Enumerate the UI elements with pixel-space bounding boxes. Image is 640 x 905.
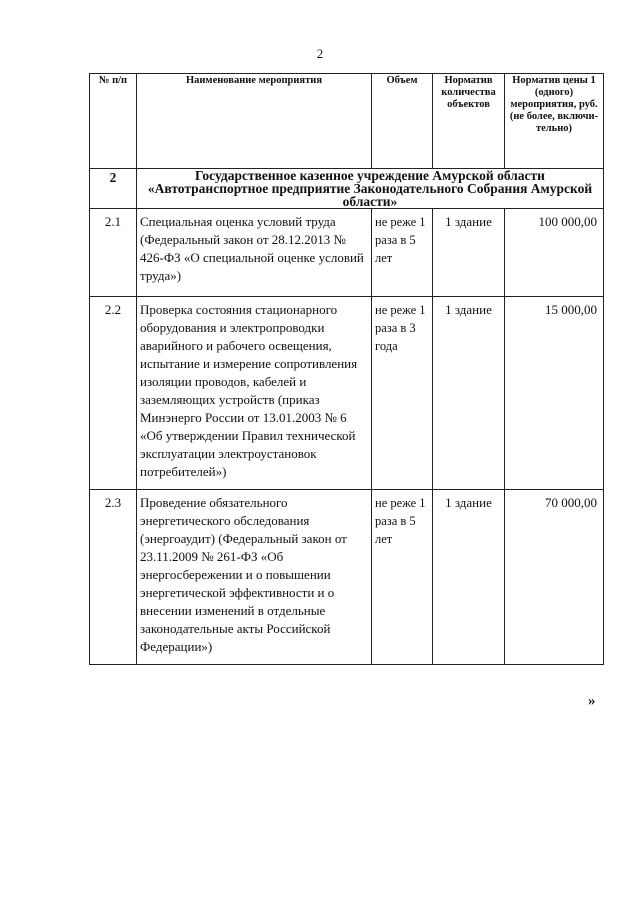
- row-name: Проведение обязательного энергетического обследования (энергоаудит) (Федеральный закон от 23.11.2009 № 261-ФЗ «Об энергосбережении и о повышении энергетической эффективности и о внесении изменений в отдельные законодательные акты Российской Федерации»): [137, 490, 372, 665]
- header-num: № п/п: [90, 74, 137, 169]
- row-number: 2.1: [90, 209, 137, 297]
- org-number: 2: [90, 169, 137, 209]
- row-price: 100 000,00: [505, 209, 604, 297]
- table-header-row: [90, 74, 604, 169]
- row-number: 2.2: [90, 297, 137, 490]
- page-number: 2: [316, 46, 324, 61]
- row-volume: не реже 1 раза в 3 года: [372, 297, 433, 490]
- row-volume: не реже 1 раза в 5 лет: [372, 490, 433, 665]
- row-name: Специальная оценка условий труда (Федеральный закон от 28.12.2013 № 426-ФЗ «О специальной оценке условий труда»): [137, 209, 372, 297]
- row-price: 70 000,00: [505, 490, 604, 665]
- norms-table: [89, 73, 604, 665]
- organization-row: [90, 169, 604, 209]
- header-count-norm: Норматив количества объектов: [433, 74, 505, 169]
- org-name: Государственное казенное учреждение Амурской области «Автотранспортное предприятие Законодательного Собрания Амурской области»: [137, 169, 604, 209]
- row-volume: не реже 1 раза в 5 лет: [372, 209, 433, 297]
- table-row: [90, 490, 604, 665]
- header-volume: Объем: [372, 74, 433, 169]
- row-count: 1 здание: [433, 490, 505, 665]
- table-row: [90, 297, 604, 490]
- row-price: 15 000,00: [505, 297, 604, 490]
- header-name: Наименование мероприятия: [137, 74, 372, 169]
- header-price-norm: Норматив цены 1 (одного) мероприятия, руб. (не более, включи-тельно): [505, 74, 604, 169]
- row-number: 2.3: [90, 490, 137, 665]
- table-row: [90, 209, 604, 297]
- row-count: 1 здание: [433, 297, 505, 490]
- closing-quote: »: [588, 693, 596, 709]
- row-name: Проверка состояния стационарного оборудования и электропроводки аварийного и рабочего освещения, испытание и измерение сопротивления изоляции проводов, кабелей и заземляющих устройств (приказ Минэнерго России от 13.01.2003 № 6 «Об утверждении Правил технической эксплуатации электроустановок потребителей»): [137, 297, 372, 490]
- row-count: 1 здание: [433, 209, 505, 297]
